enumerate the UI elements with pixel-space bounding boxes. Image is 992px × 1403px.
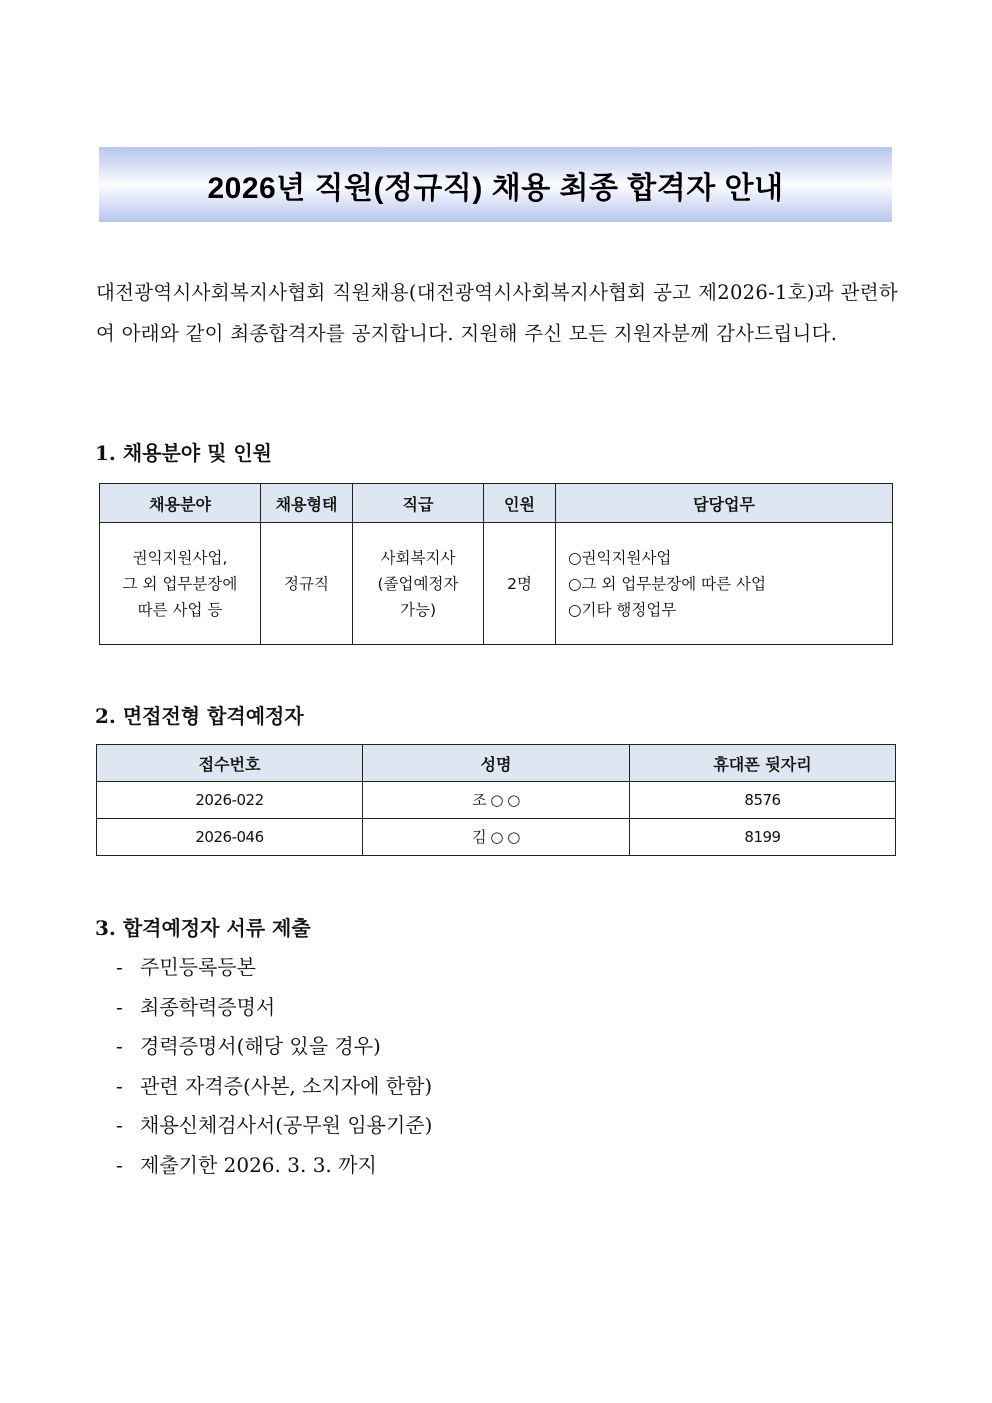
dash-bullet: - [116,1152,123,1177]
table-header-row [97,745,896,782]
list-item: - 최종학력증명서 [116,988,432,1028]
cell-count: 2명 [484,523,556,645]
cell-field: 권익지원사업, 그 외 업무분장에 따른 사업 등 [100,523,261,645]
header-name: 성명 [363,745,630,782]
list-item: - 관련 자격증(사본, 소지자에 한함) [116,1067,432,1107]
cell-name: 조 ○ ○ [363,782,630,819]
header-duties: 담당업무 [556,484,893,523]
cell-grade: 사회복지사 (졸업예정자 가능) [353,523,484,645]
page-title: 2026년 직원(정규직) 채용 최종 합격자 안내 [207,171,784,205]
table-row [100,523,893,645]
list-item: - 제출기한 2026. 3. 3. 까지 [116,1146,432,1186]
section2-heading: 2. 면접전형 합격예정자 [95,704,304,728]
cell-phone: 8576 [630,782,896,819]
cell-type: 정규직 [261,523,353,645]
header-count: 인원 [484,484,556,523]
dash-bullet: - [116,1034,123,1058]
list-item: - 채용신체검사서(공무원 임용기준) [116,1106,432,1146]
header-phone: 휴대폰 뒷자리 [630,745,896,782]
table-row [97,782,896,819]
section3-heading: 3. 합격예정자 서류 제출 [95,916,311,940]
cell-number: 2026-046 [97,819,363,856]
section1-heading: 1. 채용분야 및 인원 [95,441,273,465]
intro-paragraph: 대전광역시사회복지사협회 직원채용(대전광역시사회복지사협회 공고 제2026-1호)과 관련하여 아래와 같이 최종합격자를 공지합니다. 지원해 주신 모든 지원자분께 감사드립니다. [96,281,898,345]
header-type: 채용형태 [261,484,353,523]
table-row [97,819,896,856]
dash-bullet: - [116,1113,123,1137]
header-number: 접수번호 [97,745,363,782]
table-header-row [100,484,893,523]
cell-name: 김 ○ ○ [363,819,630,856]
title-banner [99,147,892,222]
list-item: - 경력증명서(해당 있을 경우) [116,1027,432,1067]
required-documents-list [116,948,432,1185]
candidates-table [96,744,896,856]
header-field: 채용분야 [100,484,261,523]
list-item: - 주민등록등본 [116,948,432,988]
cell-duties: ○권익지원사업 ○그 외 업무분장에 따른 사업 ○기타 행정업무 [556,523,893,645]
recruitment-table [99,483,893,645]
dash-bullet: - [116,994,123,1019]
cell-phone: 8199 [630,819,896,856]
cell-number: 2026-022 [97,782,363,819]
header-grade: 직급 [353,484,484,523]
dash-bullet: - [116,1073,123,1098]
dash-bullet: - [116,955,123,979]
